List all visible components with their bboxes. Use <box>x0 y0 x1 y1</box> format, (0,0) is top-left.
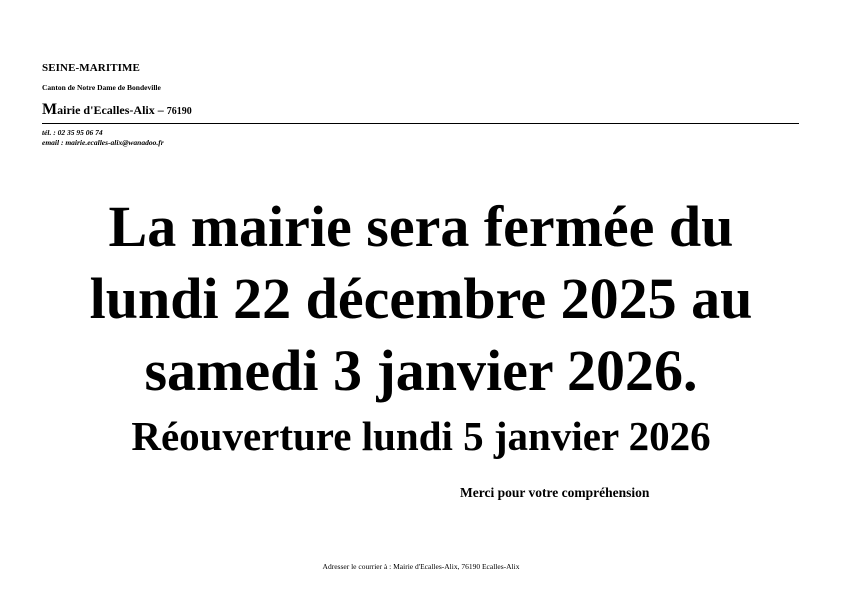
thanks-message: Merci pour votre compréhension <box>460 485 650 500</box>
closure-line-1: La mairie sera fermée du <box>108 194 734 259</box>
closure-line-3: samedi 3 janvier 2026. <box>144 338 698 403</box>
mairie-name-initial: M <box>42 101 58 118</box>
contact-phone: tél. : 02 35 95 06 74 <box>42 128 103 137</box>
department-name: SEINE-MARITIME <box>42 62 140 74</box>
canton-name: Canton de Notre Dame de Bondeville <box>42 83 161 92</box>
mairie-postcode: 76190 <box>166 106 192 117</box>
reopening-date: Réouverture lundi 5 janvier 2026 <box>131 413 711 459</box>
header-divider <box>42 123 799 124</box>
mail-address-footer: Adresser le courrier à : Mairie d'Ecalles-Alix, 76190 Ecalles-Alix <box>322 562 520 571</box>
contact-email: email : mairie.ecalles-alix@wanadoo.fr <box>42 138 164 147</box>
contact-block <box>42 128 164 148</box>
closure-line-2: lundi 22 décembre 2025 au <box>89 266 753 331</box>
mairie-name-rest: airie d'Ecalles-Alix – <box>57 103 167 117</box>
closure-announcement <box>0 191 842 407</box>
mairie-name <box>42 101 192 119</box>
